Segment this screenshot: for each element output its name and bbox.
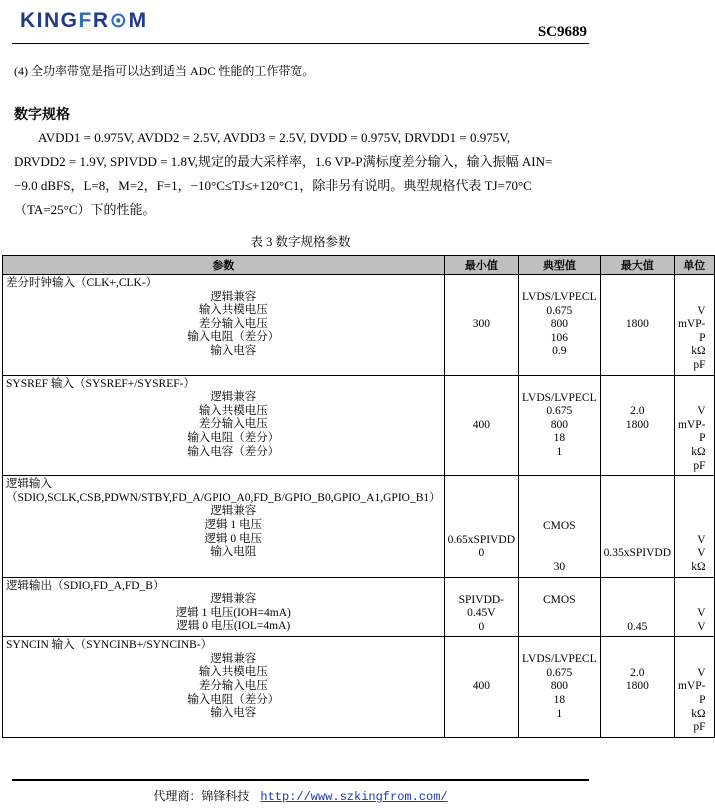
max-value: 2.0 bbox=[630, 666, 645, 679]
max-value bbox=[604, 694, 671, 708]
unit-value: V bbox=[697, 666, 706, 679]
unit-cell bbox=[675, 476, 714, 577]
max-value bbox=[604, 534, 671, 548]
max-value: 0.45 bbox=[627, 620, 648, 633]
min-value bbox=[448, 653, 515, 667]
max-value bbox=[604, 446, 671, 460]
typ-cell bbox=[519, 577, 601, 637]
group-title: SYSREF 输入（SYSREF+/SYSREF-） bbox=[6, 377, 195, 390]
model-number: SC9689 bbox=[537, 24, 587, 40]
typ-value: 18 bbox=[553, 432, 566, 445]
footer-link[interactable]: http://www.szkingfrom.com/ bbox=[260, 790, 448, 804]
table-row bbox=[3, 577, 715, 637]
table-row bbox=[3, 637, 715, 738]
min-value: 400 bbox=[472, 680, 490, 693]
unit-value: V bbox=[697, 620, 706, 633]
typ-value: LVDS/LVPECL bbox=[522, 391, 597, 404]
min-cell bbox=[444, 375, 518, 476]
unit-value: mVP-P bbox=[678, 318, 706, 344]
min-value bbox=[448, 392, 515, 406]
min-value bbox=[448, 345, 515, 359]
param-cell bbox=[3, 375, 445, 476]
param-cell bbox=[3, 637, 445, 738]
min-value: 400 bbox=[472, 418, 490, 431]
footer-agent: 代理商：锦锋科技 bbox=[153, 789, 250, 803]
max-value bbox=[604, 345, 671, 359]
typ-cell bbox=[519, 637, 601, 738]
param-name: 差分输入电压 bbox=[198, 680, 268, 693]
param-name: 输入电容 bbox=[210, 707, 257, 720]
paragraph-line: AVDD1 = 0.975V, AVDD2 = 2.5V, AVDD3 = 2.5V, DVDD = 0.975V, DRVDD1 = 0.975V, bbox=[38, 130, 511, 145]
typ-value: 800 bbox=[550, 680, 568, 693]
param-name: 差分输入电压 bbox=[198, 418, 268, 431]
table-row bbox=[3, 476, 715, 577]
param-name: 逻辑 0 电压 bbox=[204, 532, 263, 545]
typ-cell bbox=[519, 476, 601, 577]
min-value bbox=[448, 291, 515, 305]
table-row bbox=[3, 375, 715, 476]
param-name: 逻辑兼容 bbox=[210, 290, 257, 303]
param-name: 输入共模电压 bbox=[198, 304, 268, 317]
typ-value: 1 bbox=[556, 445, 563, 458]
typ-value: 800 bbox=[550, 418, 568, 431]
unit-value: pF bbox=[693, 721, 706, 734]
typ-value: 800 bbox=[550, 318, 568, 331]
param-cell bbox=[3, 577, 445, 637]
param-name: 输入电阻 bbox=[210, 546, 257, 559]
unit-value: V bbox=[697, 607, 706, 620]
typ-value: 30 bbox=[553, 560, 566, 573]
paragraph-line: DRVDD2 = 1.9V, SPIVDD = 1.8V,规定的最大采样率，1.6 VP-P满标度差分输入，输入振幅 AIN= bbox=[14, 154, 553, 169]
unit-value bbox=[678, 653, 705, 667]
min-value bbox=[448, 332, 515, 346]
param-name: 输入电阻（差分） bbox=[187, 331, 280, 344]
typ-value: 0.675 bbox=[546, 304, 573, 317]
param-name: 逻辑兼容 bbox=[210, 593, 257, 606]
group-title: 差分时钟输入（CLK+,CLK-） bbox=[6, 277, 158, 289]
unit-cell bbox=[675, 577, 714, 637]
param-name: 逻辑 1 电压(IOH=4mA) bbox=[175, 606, 291, 619]
max-cell bbox=[600, 375, 674, 476]
typ-value: CMOS bbox=[543, 520, 576, 533]
unit-value bbox=[678, 392, 705, 406]
min-value: SPIVDD- bbox=[458, 593, 505, 606]
typ-value: CMOS bbox=[543, 593, 576, 606]
typ-value: LVDS/LVPECL bbox=[522, 653, 597, 666]
group-title: 逻辑输入（SDIO,SCLK,CSB,PDWN/STBY,FD_A/GPIO_A0,FD_B/GPIO_B0,GPIO_A1,GPIO_B1） bbox=[6, 478, 441, 504]
footer bbox=[0, 787, 601, 804]
param-name: 输入共模电压 bbox=[198, 666, 268, 679]
footnote-text: (4) 全功率带宽是指可以达到适当 ADC 性能的工作带宽。 bbox=[14, 64, 315, 78]
typ-value: 0.9 bbox=[552, 345, 567, 358]
max-value: 1800 bbox=[625, 680, 649, 693]
unit-value: V bbox=[697, 405, 706, 418]
max-value bbox=[604, 392, 671, 406]
max-value bbox=[604, 708, 671, 722]
unit-value bbox=[678, 520, 705, 534]
digital-spec-table bbox=[2, 255, 715, 738]
typ-value bbox=[522, 547, 597, 561]
min-cell bbox=[444, 275, 518, 376]
max-cell bbox=[600, 637, 674, 738]
unit-value: kΩ bbox=[691, 560, 706, 573]
min-value bbox=[448, 405, 515, 419]
unit-value: mVP-P bbox=[678, 680, 706, 707]
max-value bbox=[604, 332, 671, 346]
unit-cell bbox=[675, 275, 714, 376]
param-name: 逻辑 1 电压 bbox=[204, 518, 263, 531]
typ-value: 106 bbox=[550, 331, 568, 344]
typ-cell bbox=[519, 375, 601, 476]
min-value bbox=[448, 708, 515, 722]
header-unit: 单位 bbox=[675, 256, 714, 275]
param-name: 输入电阻（差分） bbox=[187, 693, 280, 706]
typ-value: 0.675 bbox=[546, 405, 573, 418]
min-value bbox=[448, 432, 515, 446]
unit-value: mVP-P bbox=[678, 418, 706, 445]
group-title: SYNCIN 输入（SYNCINB+/SYNCINB-） bbox=[6, 639, 213, 652]
footer-divider bbox=[12, 779, 589, 781]
min-value bbox=[448, 446, 515, 460]
typ-value bbox=[522, 621, 597, 635]
min-value: 0.45V bbox=[467, 607, 496, 620]
max-value bbox=[604, 607, 671, 621]
unit-value: V bbox=[697, 304, 706, 317]
max-value bbox=[604, 520, 671, 534]
param-name: 输入电阻（差分） bbox=[187, 431, 280, 444]
max-value bbox=[604, 653, 671, 667]
unit-value: kΩ bbox=[691, 707, 706, 720]
min-value bbox=[448, 561, 515, 575]
param-name: 逻辑兼容 bbox=[210, 391, 257, 404]
typ-value: LVDS/LVPECL bbox=[522, 291, 597, 303]
param-name: 逻辑兼容 bbox=[210, 505, 257, 518]
param-cell bbox=[3, 476, 445, 577]
header-typ: 典型值 bbox=[519, 256, 601, 275]
section-title: 数字规格 bbox=[14, 107, 70, 123]
max-value bbox=[604, 594, 671, 608]
paragraph-line: （TA=25°C）下的性能。 bbox=[14, 202, 156, 217]
max-value: 2.0 bbox=[630, 405, 645, 418]
unit-value: kΩ bbox=[691, 345, 706, 358]
company-logo: KINGFR⊙M bbox=[20, 9, 148, 32]
typ-value bbox=[522, 607, 597, 621]
max-value bbox=[604, 291, 671, 305]
table-caption: 表 3 数字规格参数 bbox=[250, 235, 351, 249]
max-value: 0.35xSPIVDD bbox=[603, 547, 672, 560]
header-param: 参数 bbox=[3, 256, 445, 275]
unit-value: kΩ bbox=[691, 445, 706, 458]
typ-value: 0.675 bbox=[546, 666, 573, 679]
unit-value: pF bbox=[693, 459, 706, 472]
min-value: 0.65xSPIVDD bbox=[447, 533, 516, 546]
table-header-row bbox=[3, 256, 715, 275]
header-max: 最大值 bbox=[600, 256, 674, 275]
typ-value: 1 bbox=[556, 707, 563, 720]
min-value: 0 bbox=[478, 547, 485, 560]
min-cell bbox=[444, 476, 518, 577]
typ-value bbox=[522, 534, 597, 548]
min-value bbox=[448, 694, 515, 708]
header-min: 最小值 bbox=[444, 256, 518, 275]
param-name: 差分输入电压 bbox=[198, 317, 268, 330]
table-row bbox=[3, 275, 715, 376]
max-value bbox=[604, 561, 671, 575]
max-value: 1800 bbox=[625, 418, 649, 431]
max-value: 1800 bbox=[625, 318, 649, 331]
param-name: 输入电容（差分） bbox=[187, 445, 280, 458]
header-divider bbox=[12, 43, 589, 44]
paragraph-line: −9.0 dBFS，L=8，M=2，F=1，−10°C≤TJ≤+120°C1，除非另有说明。典型规格代表 TJ=70°C bbox=[14, 178, 532, 193]
min-value: 300 bbox=[472, 318, 490, 331]
param-name: 输入电容 bbox=[210, 344, 257, 357]
max-value bbox=[604, 305, 671, 319]
max-value bbox=[604, 432, 671, 446]
param-name: 输入共模电压 bbox=[198, 404, 268, 417]
max-cell bbox=[600, 577, 674, 637]
max-cell bbox=[600, 476, 674, 577]
group-title: 逻辑输出（SDIO,FD_A,FD_B） bbox=[6, 579, 165, 592]
unit-cell bbox=[675, 637, 714, 738]
min-value: 0 bbox=[478, 620, 485, 633]
typ-value: 18 bbox=[553, 694, 566, 707]
unit-cell bbox=[675, 375, 714, 476]
min-cell bbox=[444, 577, 518, 637]
typ-cell bbox=[519, 275, 601, 376]
param-name: 逻辑兼容 bbox=[210, 652, 257, 665]
spec-conditions-paragraph bbox=[14, 126, 588, 222]
unit-value bbox=[678, 594, 705, 608]
unit-value: V bbox=[697, 547, 706, 560]
param-name: 逻辑 0 电压(IOL=4mA) bbox=[176, 620, 291, 633]
min-value bbox=[448, 520, 515, 534]
unit-value: pF bbox=[693, 358, 706, 371]
param-cell bbox=[3, 275, 445, 376]
unit-value: V bbox=[697, 533, 706, 546]
min-value bbox=[448, 305, 515, 319]
max-cell bbox=[600, 275, 674, 376]
min-value bbox=[448, 667, 515, 681]
unit-value bbox=[678, 291, 705, 305]
min-cell bbox=[444, 637, 518, 738]
